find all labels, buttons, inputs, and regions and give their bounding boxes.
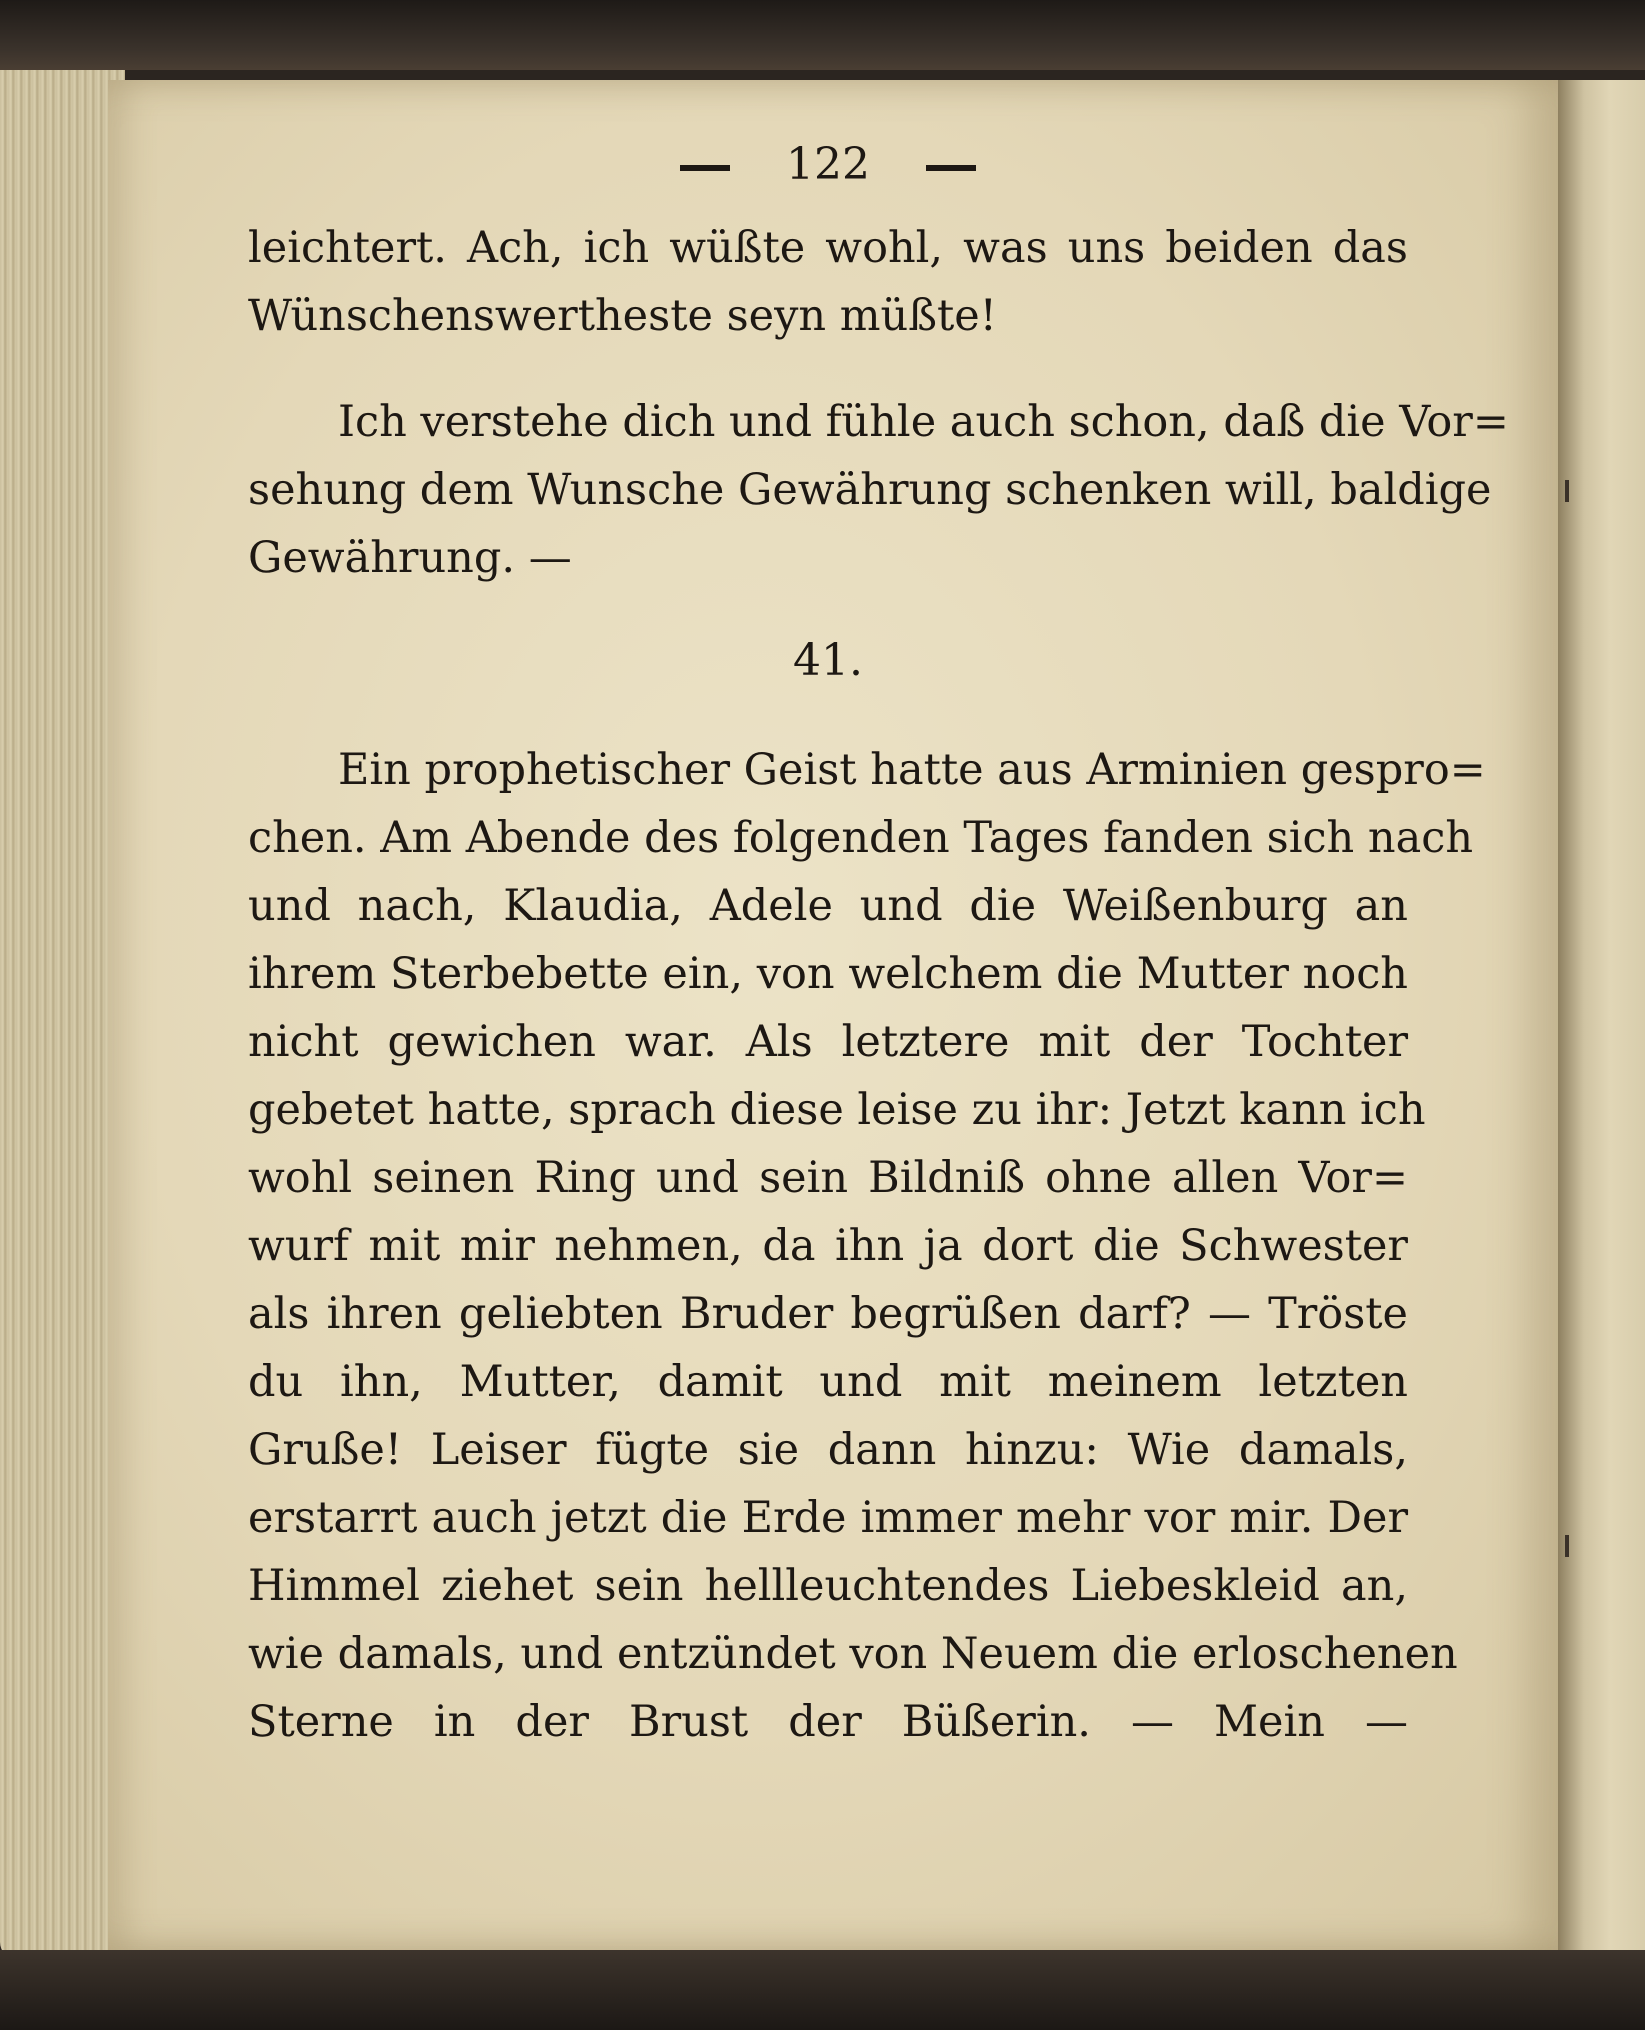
- text-line: ihrem Sterbebette ein, von welchem die Mutter noch: [248, 949, 1408, 999]
- header-dash-left: [680, 165, 730, 171]
- page-stack-edge: [0, 70, 125, 1960]
- text-line: chen. Am Abende des folgenden Tages fanden sich nach: [248, 813, 1474, 863]
- text-line: wohl seinen Ring und sein Bildniß ohne allen Vor=: [248, 1153, 1408, 1203]
- page-text: [248, 130, 1509, 1756]
- book-gutter: [1558, 80, 1645, 1950]
- text-line: nicht gewichen war. Als letztere mit der Tochter: [248, 1017, 1408, 1067]
- text-line: Ich verstehe dich und fühle auch schon, daß die Vor=: [338, 397, 1509, 447]
- header-dash-right: [926, 165, 976, 171]
- margin-mark: [1565, 480, 1569, 502]
- text-line: sehung dem Wunsche Gewährung schenken will, baldige: [248, 465, 1492, 515]
- text-line: Gewährung. —: [248, 533, 572, 583]
- text-line: Himmel ziehet sein hellleuchtendes Liebeskleid an,: [248, 1561, 1408, 1611]
- page-header: [248, 130, 1408, 200]
- margin-mark: [1565, 1535, 1569, 1557]
- text-line: wurf mit mir nehmen, da ihn ja dort die Schwester: [248, 1221, 1408, 1271]
- paragraph: [248, 388, 1509, 592]
- text-line: erstarrt auch jetzt die Erde immer mehr vor mir. Der: [248, 1493, 1408, 1543]
- paragraph: [248, 736, 1486, 1756]
- text-line: Ein prophetischer Geist hatte aus Arminien gespro=: [338, 745, 1486, 795]
- paragraph-continued: [248, 214, 1408, 350]
- section-number: 41.: [793, 635, 863, 686]
- text-line: wie damals, und entzündet von Neuem die erloschenen: [248, 1629, 1458, 1679]
- text-line: leichtert. Ach, ich wüßte wohl, was uns beiden das: [248, 223, 1408, 273]
- text-line: Sterne in der Brust der Büßerin. — Mein —: [248, 1697, 1408, 1747]
- text-line: Wünschenswertheste seyn müßte!: [248, 291, 997, 341]
- book-cover-bottom-edge: [0, 1950, 1645, 2030]
- book-cover-top-edge: [0, 0, 1645, 70]
- page-number: 122: [786, 139, 870, 190]
- text-line: Gruße! Leiser fügte sie dann hinzu: Wie damals,: [248, 1425, 1408, 1475]
- text-line: gebetet hatte, sprach diese leise zu ihr: Jetzt kann ich: [248, 1085, 1426, 1135]
- text-line: du ihn, Mutter, damit und mit meinem letzten: [248, 1357, 1408, 1407]
- text-line: als ihren geliebten Bruder begrüßen darf? — Tröste: [248, 1289, 1408, 1339]
- text-line: und nach, Klaudia, Adele und die Weißenburg an: [248, 881, 1408, 931]
